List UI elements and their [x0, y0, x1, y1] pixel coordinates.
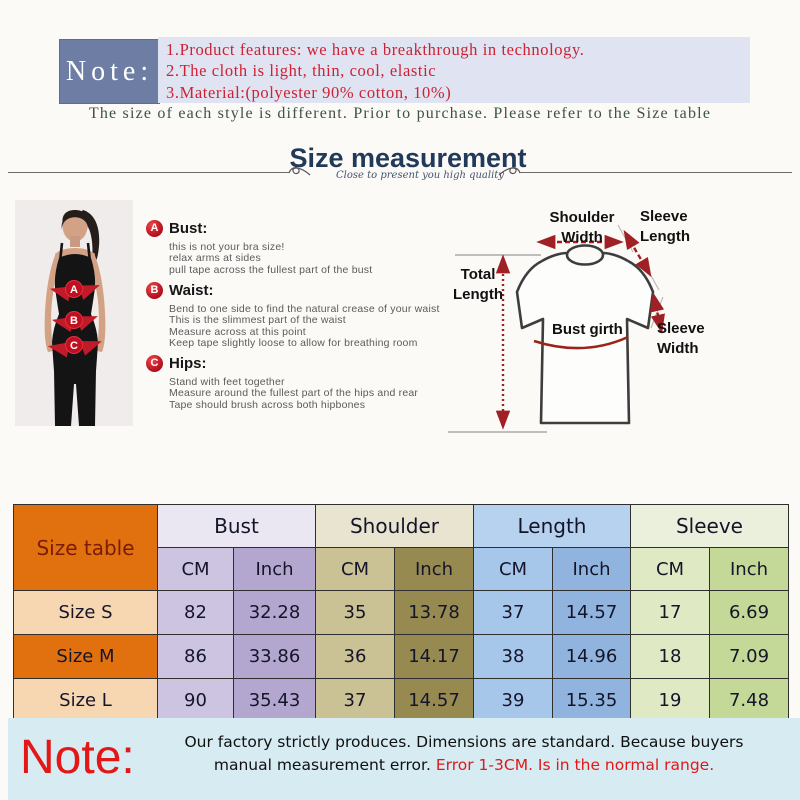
- table-cell: 6.69: [710, 591, 789, 635]
- table-cell: 36: [316, 635, 395, 679]
- table-group-header-row: [14, 505, 789, 548]
- table-cell: 38: [474, 635, 553, 679]
- table-cell: 35.43: [234, 679, 316, 723]
- section-title: Size measurement: [289, 143, 527, 173]
- table-cell: 18: [631, 635, 710, 679]
- bottom-note-label: Note:: [20, 731, 135, 784]
- section-subtitle: Close to present you high quality: [336, 170, 504, 181]
- product-notes-panel: [158, 37, 750, 103]
- figure-marker-b: B: [70, 315, 78, 327]
- bust-title: Bust:: [169, 220, 208, 237]
- size-table-corner: Size table: [14, 505, 158, 591]
- guide-item-waist: [146, 282, 456, 350]
- table-cell: 13.78: [395, 591, 474, 635]
- waist-line-3: Measure across at this point: [169, 325, 306, 338]
- row-label: Size M: [14, 635, 158, 679]
- unit-header: CM: [631, 548, 710, 591]
- sleeve-length-label-line2: Length: [640, 228, 690, 245]
- sleeve-width-label-line1: Sleeve: [657, 320, 705, 337]
- total-length-label-line2: Length: [453, 286, 503, 303]
- table-cell: 17: [631, 591, 710, 635]
- table-cell: 35: [316, 591, 395, 635]
- note-header-label: Note:: [65, 55, 154, 87]
- waist-title: Waist:: [169, 282, 214, 299]
- bust-line-3: pull tape across the fullest part of the bust: [169, 263, 373, 276]
- bust-line-2: relax arms at sides: [169, 252, 261, 265]
- sleeve-length-label-line1: Sleeve: [640, 208, 688, 225]
- waist-marker-badge: B: [146, 282, 163, 299]
- total-length-label: [447, 265, 509, 305]
- group-header-shoulder: Shoulder: [316, 505, 474, 548]
- table-cell: 15.35: [553, 679, 631, 723]
- sleeve-width-label: [657, 319, 705, 359]
- size-table: [13, 504, 789, 723]
- table-row-size-m: [14, 635, 789, 679]
- table-cell: 37: [474, 591, 553, 635]
- bust-marker-badge: A: [146, 220, 163, 237]
- unit-header: Inch: [710, 548, 789, 591]
- table-cell: 82: [158, 591, 234, 635]
- waist-line-1: Bend to one side to find the natural crease of your waist: [169, 303, 440, 315]
- bust-line-1: this is not your bra size!: [169, 241, 285, 253]
- bottom-note-text-red: Error 1-3CM. Is in the normal range.: [435, 756, 715, 774]
- hips-marker-badge: C: [146, 355, 163, 372]
- table-cell: 14.17: [395, 635, 474, 679]
- unit-header: CM: [316, 548, 395, 591]
- figure-marker-a: A: [70, 284, 78, 296]
- model-figure-image: [15, 200, 133, 430]
- table-cell: 7.09: [710, 635, 789, 679]
- total-length-label-line1: Total: [460, 266, 496, 283]
- unit-header: Inch: [553, 548, 631, 591]
- unit-header: Inch: [234, 548, 316, 591]
- hips-line-1: Stand with feet together: [169, 376, 285, 388]
- hips-title: Hips:: [169, 355, 207, 372]
- guide-item-hips: [146, 355, 456, 411]
- table-cell: 19: [631, 679, 710, 723]
- sleeve-length-label: [640, 207, 690, 247]
- hips-line-2: Measure around the fullest part of the hips and rear: [169, 387, 419, 400]
- bottom-note-text-black: Our factory strictly produces. Dimensions are standard. Because buyers manual measurement error.: [184, 733, 744, 774]
- table-row-size-s: [14, 591, 789, 635]
- product-note-3: 3.Material:(polyester 90% cotton, 10%): [166, 82, 452, 102]
- note-header-box: [59, 39, 160, 104]
- shoulder-width-label: Shoulder Width: [549, 209, 615, 246]
- table-cell: 14.57: [395, 679, 474, 723]
- sleeve-width-label-line2: Width: [657, 340, 699, 357]
- table-cell: 32.28: [234, 591, 316, 635]
- waist-line-4: Keep tape slightly loose to allow for breathing room: [169, 337, 418, 350]
- group-header-length: Length: [474, 505, 631, 548]
- table-cell: 90: [158, 679, 234, 723]
- unit-header: CM: [474, 548, 553, 591]
- row-label: Size L: [14, 679, 158, 723]
- table-cell: 39: [474, 679, 553, 723]
- unit-header: Inch: [395, 548, 474, 591]
- table-cell: 7.48: [710, 679, 789, 723]
- product-note-1: 1.Product features: we have a breakthrough in technology.: [166, 40, 585, 59]
- table-row-size-l: [14, 679, 789, 723]
- table-cell: 37: [316, 679, 395, 723]
- row-label: Size S: [14, 591, 158, 635]
- waist-line-2: This is the slimmest part of the waist: [169, 314, 346, 327]
- table-cell: 86: [158, 635, 234, 679]
- table-cell: 33.86: [234, 635, 316, 679]
- guide-item-bust: [146, 220, 456, 276]
- product-note-2: 2.The cloth is light, thin, cool, elastic: [166, 61, 437, 81]
- size-notice-text: The size of each style is different. Prior to purchase. Please refer to the Size table: [88, 105, 712, 122]
- hips-line-3: Tape should brush across both hipbones: [169, 398, 366, 411]
- unit-header: CM: [158, 548, 234, 591]
- table-cell: 14.57: [553, 591, 631, 635]
- table-cell: 14.96: [553, 635, 631, 679]
- bottom-note-text: [158, 731, 770, 777]
- group-header-sleeve: Sleeve: [631, 505, 789, 548]
- figure-marker-c: C: [70, 340, 78, 352]
- group-header-bust: Bust: [158, 505, 316, 548]
- bust-girth-label: Bust girth: [552, 321, 623, 338]
